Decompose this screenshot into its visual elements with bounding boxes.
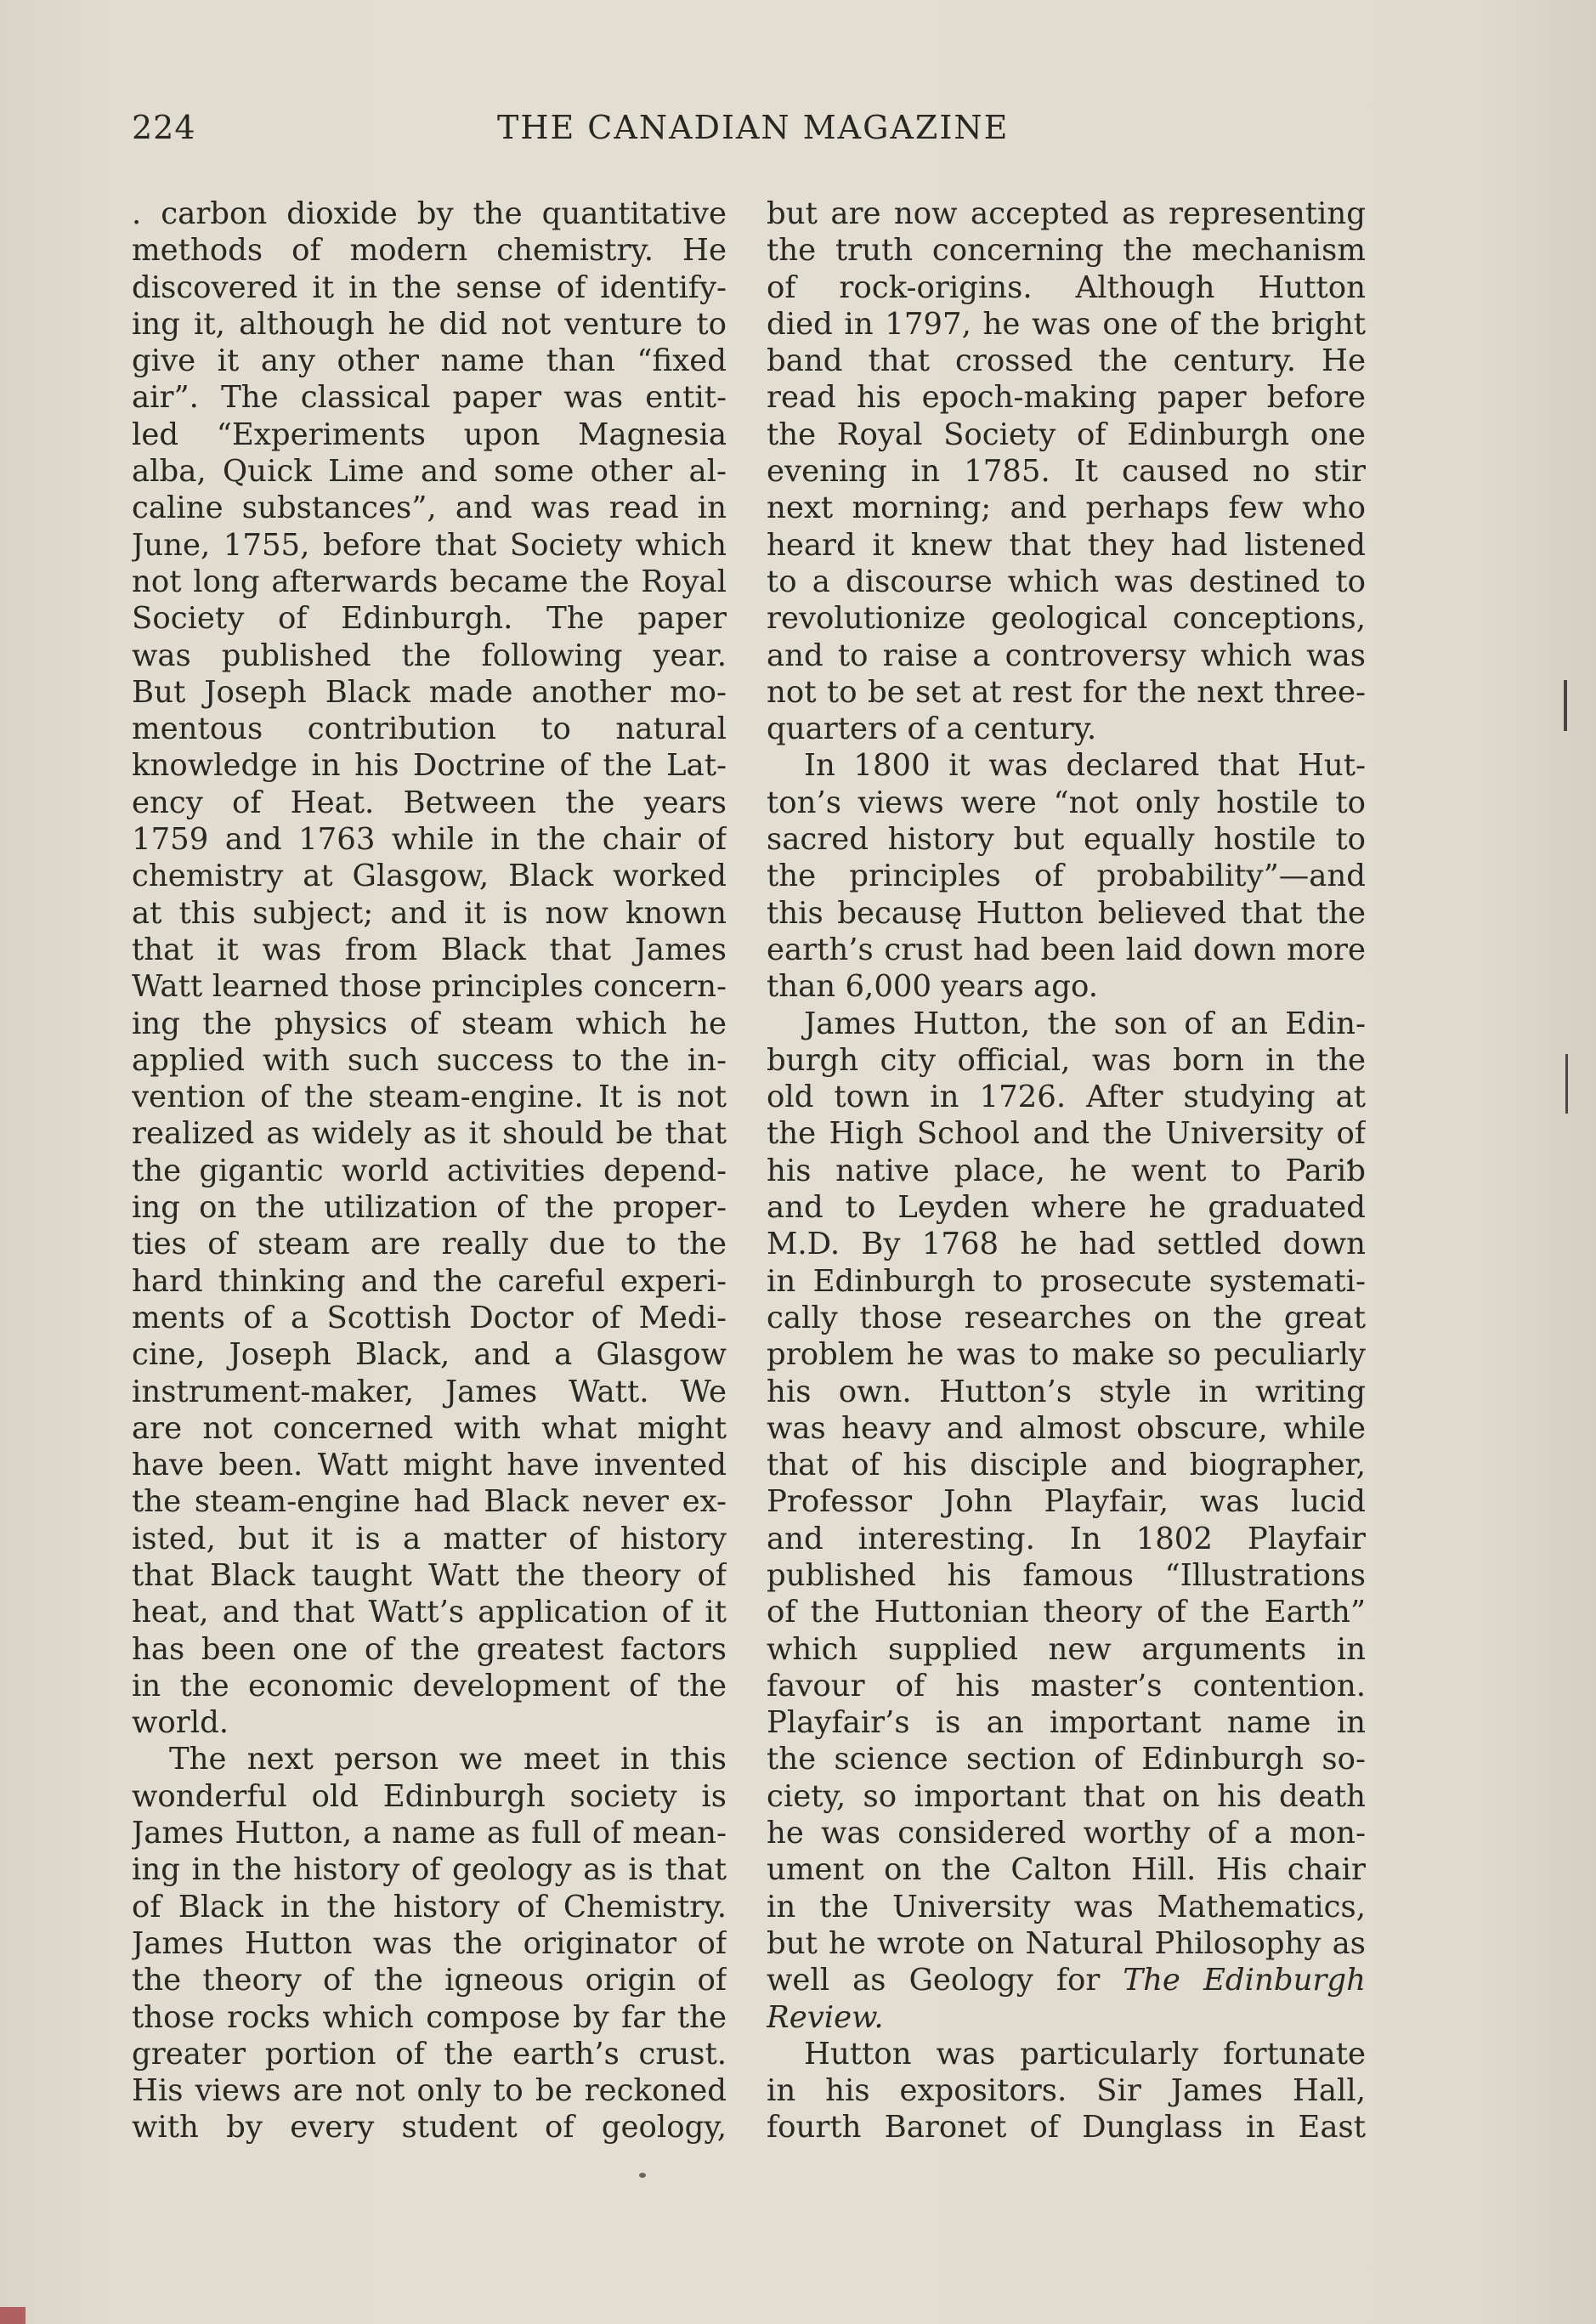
text-line: Society of Edinburgh. The paper: [132, 601, 727, 637]
text-line: this becausę Hutton believed that the: [767, 895, 1366, 931]
text-line: His views are not only to be reckoned: [132, 2073, 727, 2109]
text-line: The next person we meet in this: [169, 1742, 727, 1777]
text-line: Watt learned those principles concern-: [132, 969, 727, 1005]
text-line: wonderful old Edinburgh society is: [132, 1778, 727, 1814]
text-line: he was considered worthy of a mon-: [767, 1816, 1366, 1851]
text-line: favour of his master’s contention.: [767, 1668, 1366, 1703]
text-line: ing on the utilization of the proper-: [132, 1190, 727, 1226]
text-line: give it any other name than “fixed: [132, 343, 727, 379]
text-line: cally those researches on the great: [767, 1300, 1366, 1335]
text-line: ument on the Calton Hill. His chair: [767, 1852, 1366, 1888]
text-line: fourth Baronet of Dunglass in East: [767, 2110, 1366, 2145]
text-line: quarters of a century.: [767, 711, 1097, 747]
text-line: discovered it in the sense of identify-: [132, 269, 727, 305]
left-column: [132, 196, 727, 2146]
text-line: sacred history but equally hostile to: [767, 822, 1366, 858]
text-line: evening in 1785. It caused no stir: [767, 454, 1366, 490]
text-line: mentous contribution to natural: [132, 711, 727, 747]
page-corner: [0, 2307, 25, 2324]
text-line: and interesting. In 1802 Playfair: [767, 1521, 1366, 1556]
text-line: next morning; and perhaps few who: [767, 490, 1366, 526]
text-line: revolutionize geological conceptions,: [767, 601, 1366, 637]
text-line: the gigantic world activities depend-: [132, 1153, 727, 1188]
text-line: than 6,000 years ago.: [767, 969, 1098, 1005]
text-line: in the University was Mathematics,: [767, 1889, 1366, 1924]
text-line: knowledge in his Doctrine of the Lat-: [132, 748, 727, 784]
text-fragment: well as Geology for: [767, 1963, 1101, 1998]
text-line: has been one of the greatest factors: [132, 1631, 727, 1667]
text-line: published his famous “Illustrations: [767, 1557, 1366, 1593]
text-line: ing the physics of steam which he: [132, 1006, 727, 1041]
text-line: In 1800 it was declared that Hut-: [804, 748, 1366, 784]
text-line: burgh city official, was born in the: [767, 1042, 1366, 1078]
text-line: but are now accepted as representing: [767, 196, 1366, 231]
text-line: cine, Joseph Black, and a Glasgow: [132, 1337, 727, 1373]
text-line: heard it knew that they had listened: [767, 527, 1366, 563]
text-line: have been. Watt might have invented: [132, 1448, 727, 1483]
right-column: [767, 196, 1366, 2146]
text-line: greater portion of the earth’s crust.: [132, 2036, 727, 2072]
text-line: the theory of the igneous origin of: [132, 1963, 727, 1998]
text-line: with by every student of geology,: [132, 2110, 727, 2145]
text-line: and to raise a controversy which was: [767, 638, 1366, 673]
text-line: problem he was to make so peculiarly: [767, 1337, 1366, 1373]
text-line: that it was from Black that James: [132, 932, 727, 967]
text-line: the truth concerning the mechanism: [767, 233, 1366, 269]
text-line: alba, Quick Lime and some other al-: [132, 454, 727, 490]
text-line: at this subject; and it is now known: [132, 895, 727, 931]
text-line: not long afterwards became the Royal: [132, 564, 727, 599]
text-line: chemistry at Glasgow, Black worked: [132, 859, 727, 894]
text-line: ency of Heat. Between the years: [132, 785, 727, 820]
text-line: James Hutton, a name as full of mean-: [132, 1816, 727, 1851]
text-line: those rocks which compose by far the: [132, 1999, 727, 2035]
text-line: in his expositors. Sir James Hall,: [767, 2073, 1366, 2109]
text-line: that Black taught Watt the theory of: [132, 1557, 727, 1593]
page-header: [132, 109, 1024, 160]
text-line: instrument-maker, James Watt. We: [132, 1374, 727, 1409]
text-line: led “Experiments upon Magnesia: [132, 417, 727, 452]
italic-title: The Edinburgh: [1123, 1963, 1366, 1998]
text-line: the science section of Edinburgh so-: [767, 1742, 1366, 1777]
text-line: But Joseph Black made another mo-: [132, 674, 727, 710]
text-line: of Black in the history of Chemistry.: [132, 1889, 727, 1924]
text-line: in the economic development of the: [132, 1668, 727, 1703]
text-line: band that crossed the century. He: [767, 343, 1366, 379]
text-line: isted, but it is a matter of history: [132, 1521, 727, 1556]
ink-spot: [639, 2173, 646, 2178]
text-line: June, 1755, before that Society which: [132, 527, 727, 563]
running-title: THE CANADIAN MAGAZINE: [497, 109, 1010, 146]
text-line: air”. The classical paper was entit-: [132, 380, 727, 416]
text-line: Playfair’s is an important name in: [767, 1705, 1366, 1741]
text-line: M.D. By 1768 he had settled down: [767, 1227, 1366, 1262]
text-line: earth’s crust had been laid down more: [767, 932, 1366, 967]
text-line: the principles of probability”—and: [767, 859, 1366, 894]
text-line: ing in the history of geology as is that: [132, 1852, 727, 1888]
text-line: ments of a Scottish Doctor of Medi-: [132, 1300, 727, 1335]
text-line: ton’s views were “not only hostile to: [767, 785, 1366, 820]
text-line: realized as widely as it should be that: [132, 1116, 727, 1152]
text-line: that of his disciple and biographer,: [767, 1448, 1366, 1483]
text-line: died in 1797, he was one of the bright: [767, 306, 1366, 342]
text-line: ciety, so important that on his death: [767, 1778, 1366, 1814]
text-line: his native place, he went to Pariƅ: [767, 1153, 1366, 1188]
text-line: the steam-engine had Black never ex-: [132, 1484, 727, 1520]
text-line: hard thinking and the careful experi-: [132, 1263, 727, 1299]
text-line: in Edinburgh to prosecute systemati-: [767, 1263, 1366, 1299]
text-line: of the Huttonian theory of the Earth”: [767, 1595, 1366, 1630]
text-line: was heavy and almost obscure, while: [767, 1410, 1366, 1446]
text-line: of rock-origins. Although Hutton: [767, 269, 1366, 305]
page-number: 224: [132, 109, 196, 146]
page-edge-mark: [1565, 1054, 1568, 1114]
text-line: . carbon dioxide by the quantitative: [132, 196, 727, 231]
text-line: Review.: [767, 1999, 884, 2035]
page-edge-mark: [1564, 680, 1567, 731]
text-line: not to be set at rest for the next three-: [767, 674, 1366, 710]
text-line: ing it, although he did not venture to: [132, 306, 727, 342]
text-line: applied with such success to the in-: [132, 1042, 727, 1078]
text-line: which supplied new arguments in: [767, 1631, 1366, 1667]
text-line: the High School and the University of: [767, 1116, 1366, 1152]
text-line: James Hutton was the originator of: [132, 1925, 727, 1961]
text-line: and to Leyden where he graduated: [767, 1190, 1366, 1226]
text-line: world.: [132, 1705, 229, 1741]
text-line: his own. Hutton’s style in writing: [767, 1374, 1366, 1409]
text-line: [767, 1962, 1366, 1998]
text-line: to a discourse which was destined to: [767, 564, 1366, 599]
text-line: caline substances”, and was read in: [132, 490, 727, 526]
text-line: but he wrote on Natural Philosophy as: [767, 1925, 1366, 1961]
text-line: Hutton was particularly fortunate: [804, 2036, 1366, 2072]
text-line: was published the following year.: [132, 638, 727, 673]
text-line: methods of modern chemistry. He: [132, 233, 727, 269]
text-line: James Hutton, the son of an Edin-: [804, 1006, 1366, 1041]
text-line: the Royal Society of Edinburgh one: [767, 417, 1366, 452]
text-line: Professor John Playfair, was lucid: [767, 1484, 1366, 1520]
text-line: are not concerned with what might: [132, 1410, 727, 1446]
text-line: 1759 and 1763 while in the chair of: [132, 822, 727, 858]
text-line: old town in 1726. After studying at: [767, 1080, 1366, 1115]
text-line: read his epoch-making paper before: [767, 380, 1366, 416]
text-line: heat, and that Watt’s application of it: [132, 1595, 727, 1630]
text-line: vention of the steam-engine. It is not: [132, 1080, 727, 1115]
text-line: ties of steam are really due to the: [132, 1227, 727, 1262]
